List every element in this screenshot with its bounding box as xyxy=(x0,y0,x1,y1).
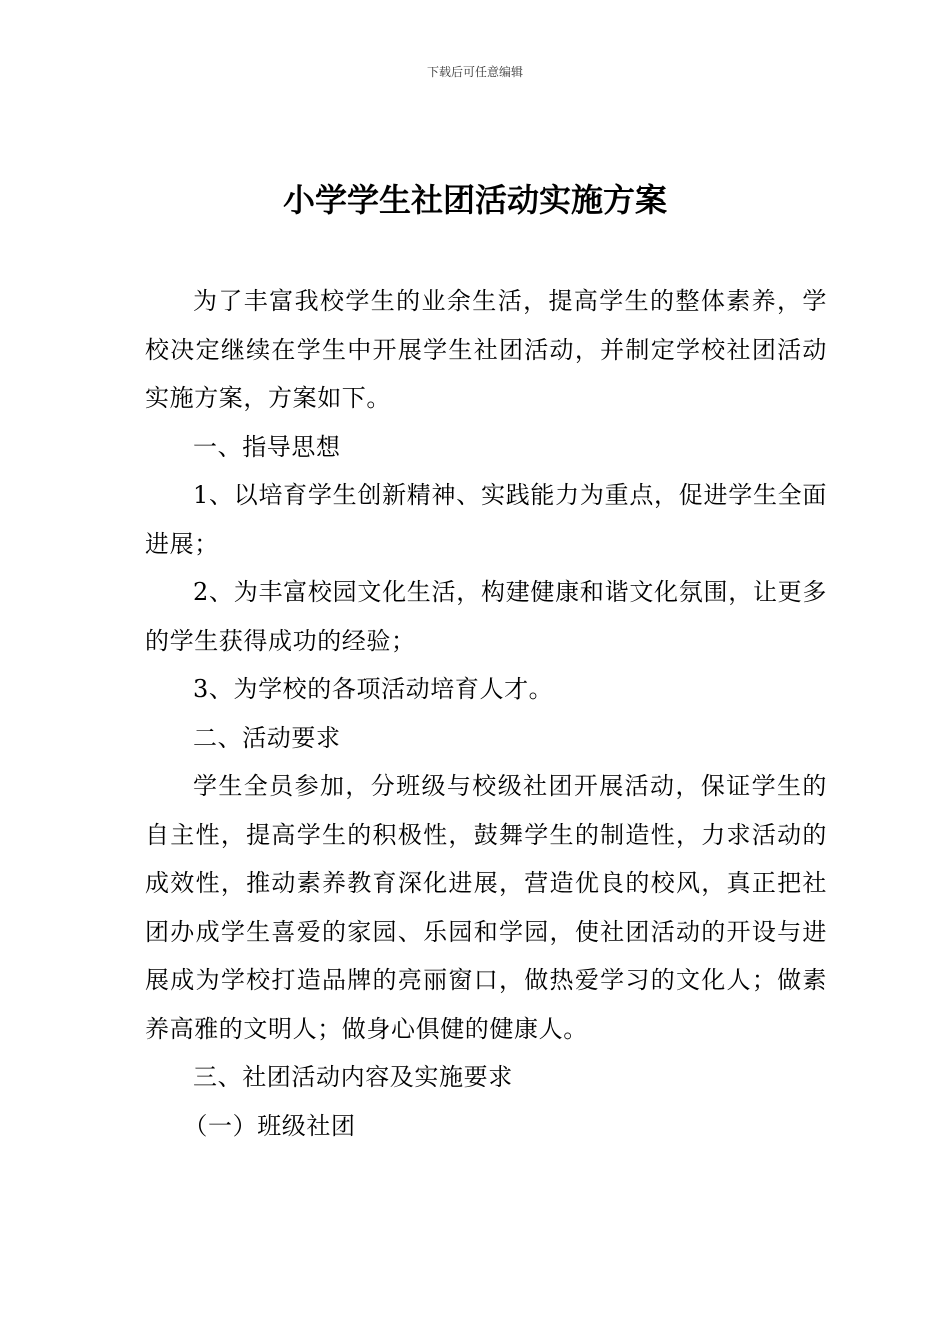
guiding-item-3: 3、为学校的各项活动培育人才。 xyxy=(193,675,554,703)
document-body xyxy=(145,277,827,1150)
requirements-paragraph: 学生全员参加，分班级与校级社团开展活动，保证学生的自主性，提高学生的积极性，鼓舞学生的制造性，力求活动的成效性，推动素养教育深化进展，营造优良的校风，真正把社团办成学生喜爱的家园、乐园和学园，使社团活动的开设与进展成为学校打造品牌的亮丽窗口，做热爱学习的文化人；做素养高雅的文明人；做身心俱健的健康人。 xyxy=(145,772,827,1043)
guiding-item-1: 1、以培育学生创新精神、实践能力为重点，促进学生全面进展； xyxy=(145,481,827,558)
section-heading-guiding-ideology: 一、指导思想 xyxy=(193,432,341,461)
guiding-item-2: 2、为丰富校园文化生活，构建健康和谐文化氛围，让更多的学生获得成功的经验； xyxy=(145,578,827,655)
page-header-note: 下载后可任意编辑 xyxy=(426,65,523,79)
section-heading-activity-requirements: 二、活动要求 xyxy=(193,723,341,752)
document-title: 小学学生社团活动实施方案 xyxy=(282,181,667,219)
intro-paragraph: 为了丰富我校学生的业余生活，提高学生的整体素养，学校决定继续在学生中开展学生社团活动，并制定学校社团活动实施方案，方案如下。 xyxy=(145,287,827,412)
section-heading-content-and-implementation: 三、社团活动内容及实施要求 xyxy=(193,1063,513,1091)
subsection-heading-class-clubs: （一）班级社团 xyxy=(183,1111,356,1140)
